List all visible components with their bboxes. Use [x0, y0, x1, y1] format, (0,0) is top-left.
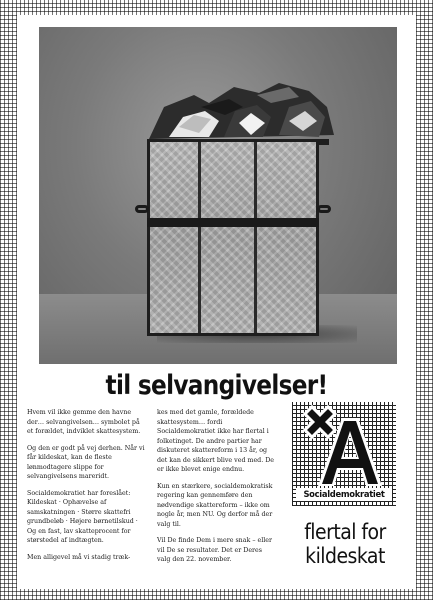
basket-band — [147, 218, 319, 227]
logo-label: Socialdemokratiet — [296, 488, 392, 501]
headline: til selvangivelser! — [105, 370, 328, 401]
paragraph: Vil De finde Dem i mere snak – eller vil De se resultater. Det er Deres valg den 22. november. — [157, 537, 272, 563]
slogan — [280, 520, 410, 568]
paragraph: kes med det gamle, forældede skattesystem… fordi Socialdemokratiet ikke har flertal i folketinget. De andre partier har diskuteret skattereform i 13 år, og det kan de sikkert blive ved med. De er ikke blevet enige endnu. — [157, 409, 274, 473]
party-logo — [292, 402, 396, 506]
paragraph: Men alligevel må vi stadig træk- — [27, 553, 131, 561]
wastebasket — [147, 139, 319, 336]
paragraph: Hvem vil ikke gemme den havne der… selvangivelsen… symbolet på et forældet, indviklet skattesystem. — [27, 409, 141, 435]
basket-handle-left — [135, 205, 149, 213]
crumpled-papers-image — [139, 77, 339, 145]
paragraph: Kun en stærkere, socialdemokratisk regering kan gennemføre den nødvendige skattereform – ikke om nogle år, men NU. Og derfor må der valg til. — [157, 482, 273, 528]
slogan-line-1: flertal for — [304, 520, 386, 544]
advertisement-page — [17, 15, 416, 589]
paragraph: Og den er godt på vej derhen. Når vi får kildeskat, kan de fleste lønmodtagere slippe for selvangivelsens mareridt. — [27, 444, 145, 480]
basket-post — [254, 142, 257, 333]
paragraph: Socialdemokratiet har foreslået: Kildeskat · Ophævelse af samskatningen · Større skattefri grundbeløb · Højere børnetilskud · Og en fast, lav skatteprocent for størstedel af indtægten. — [27, 489, 138, 544]
basket-handle-right — [317, 205, 331, 213]
body-text — [27, 408, 277, 583]
wastebasket-photo — [39, 27, 397, 364]
slogan-line-2: kildeskat — [305, 544, 385, 568]
text-column-2 — [157, 408, 275, 572]
basket-post — [198, 142, 201, 333]
text-column-1 — [27, 408, 145, 569]
